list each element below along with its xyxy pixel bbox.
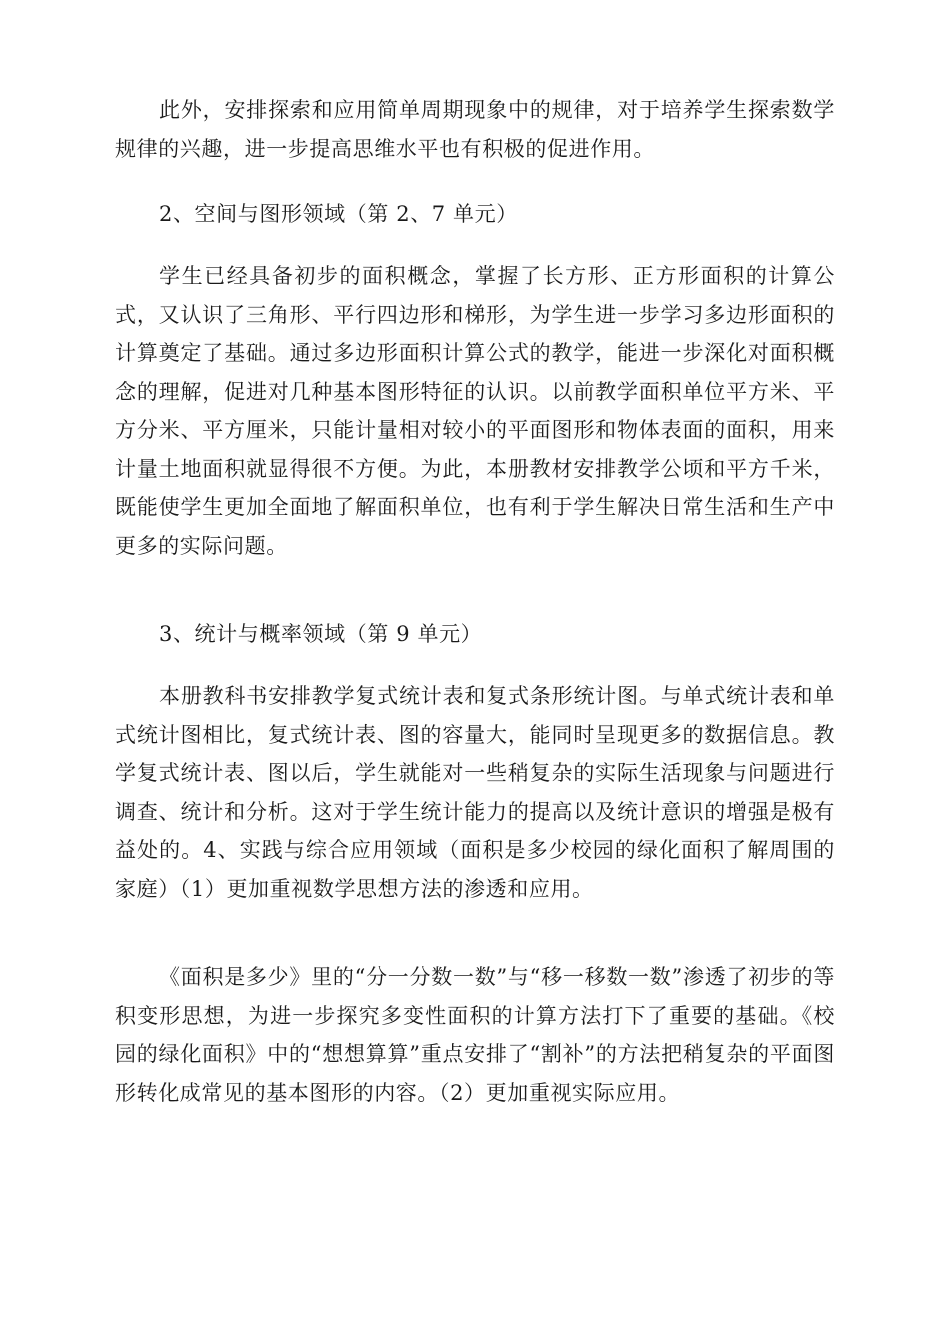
paragraph-area-methods: 《面积是多少》里的“分一分数一数”与“移一移数一数”渗透了初步的等积变形思想，为进一步探究多变性面积的计算方法打下了重要的基础。《校园的绿化面积》中的“想想算算”重点安排了“割补”的方法把稍复杂的平面图形转化成常见的基本图形的内容。（2）更加重视实际应用。	[115, 965, 835, 1105]
paragraph-periodic-patterns: 此外，安排探索和应用简单周期现象中的规律，对于培养学生探索数学规律的兴趣，进一步提高思维水平也有积极的促进作用。	[115, 98, 835, 161]
section-heading-space-and-shapes: 2、空间与图形领域（第 2、7 单元）	[159, 202, 518, 226]
section-heading-statistics: 3、统计与概率领域（第 9 单元）	[159, 622, 483, 646]
paragraph-area-concepts: 学生已经具备初步的面积概念，掌握了长方形、正方形面积的计算公式，又认识了三角形、平行四边形和梯形，为学生进一步学习多边形面积的计算奠定了基础。通过多边形面积计算公式的教学，能进一步深化对面积概念的理解，促进对几种基本图形特征的认识。以前教学面积单位平方米、平方分米、平方厘米，只能计量相对较小的平面图形和物体表面的面积，用来计量土地面积就显得很不方便。为此，本册教材安排教学公顷和平方千米，既能使学生更加全面地了解面积单位，也有利于学生解决日常生活和生产中更多的实际问题。	[115, 264, 835, 558]
paragraph-statistics-tables: 本册教科书安排教学复式统计表和复式条形统计图。与单式统计表和单式统计图相比，复式统计表、图的容量大，能同时呈现更多的数据信息。教学复式统计表、图以后，学生就能对一些稍复杂的实际生活现象与问题进行调查、统计和分析。这对于学生统计能力的提高以及统计意识的增强是极有益处的。4、实践与综合应用领域（面积是多少校园的绿化面积了解周围的家庭）（1）更加重视数学思想方法的渗透和应用。	[115, 684, 835, 901]
